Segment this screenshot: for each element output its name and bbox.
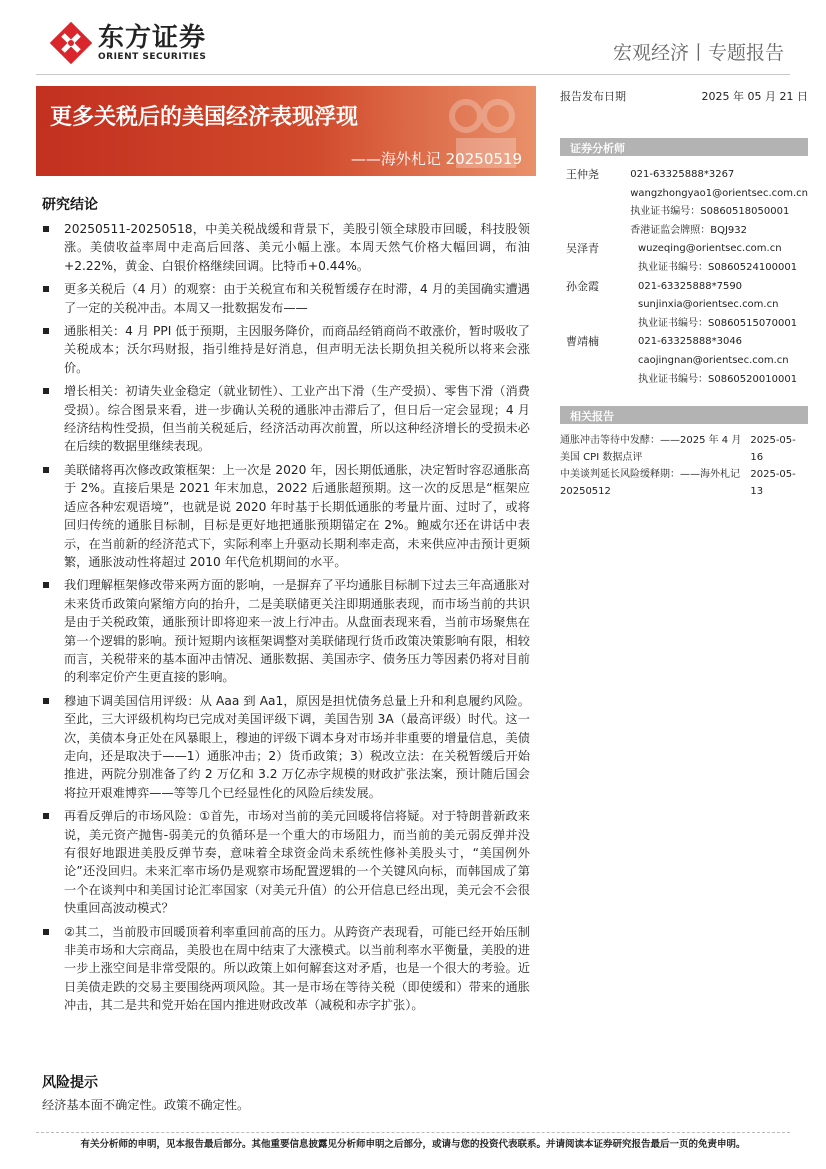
disclaimer-footer: 有关分析师的申明，见本报告最后部分。其他重要信息披露见分析师申明之后部分，或请与您的投资代表联系。并请阅读本证券研究报告最后一页的免责申明。 xyxy=(80,1139,746,1150)
analyst-phone: 021-63325888*3046 xyxy=(638,336,743,348)
analyst-hk-license: 香港证监会牌照：BQJ932 xyxy=(630,224,748,236)
related-report-date: 2025-05-16 xyxy=(750,435,796,463)
company-logo xyxy=(50,22,206,64)
list-item: 穆迪下调美国信用评级：从 Aaa 到 Aa1，原因是担忧债务总量上升和利息履约风险。至此，三大评级机构均已完成对美国评级下调，美国告别 3A（最高评级）时代。这一次，美债本身正处在风暴眼上，穆迪的评级下调本身对市场并非重要的增量信息，美债走向，还是取决于——1）通胀冲击；2）货币政策；3）税改立法：在关税暂缓后开始推进，两院分别准备了约 2 万亿和 3.2 万亿赤字规模的财政扩张法案，预计随后国会将拉开艰难博弈——等等几个已经显性化的风险后续发展。 xyxy=(42,692,530,802)
list-item: 再看反弹后的市场风险：①首先，市场对当前的美元回暖将信将疑。对于特朗普新政来说，美元资产抛售-弱美元的负循环是一个重大的市场阻力，而当前的美元弱反弹并没有很好地跟进美股反弹节奏，意味着全球资金尚未系统性修补美股头寸，“美国例外论”还没回归。未来汇率市场仍是观察市场配置逻辑的一个关键风向标，而韩国成了第一个在谈判中和美国讨论汇率国家（对美元升值）的公开信息已经出现，美元会不会很快重回高波动模式？ xyxy=(42,807,530,917)
analyst-name: 王仲尧 xyxy=(566,168,599,181)
analyst-name: 吴泽青 xyxy=(566,242,599,256)
analyst-list xyxy=(560,166,808,389)
orient-logo-icon xyxy=(50,22,92,64)
logo-chinese-name: 东方证券 xyxy=(98,23,207,53)
analyst-phone: 021-63325888*3267 xyxy=(630,169,735,180)
analyst-email[interactable]: sunjinxia@orientsec.com.cn xyxy=(638,299,779,311)
list-item: 通胀相关：4 月 PPI 低于预期，主因服务降价，而商品经销商尚不敢涨价，暂时吸收了关税成本；沃尔玛财报，指引维持是好消息，但声明无法长期负担关税所以将来会涨价。 xyxy=(42,322,530,377)
list-item: ②其二，当前股市回暖顶着利率重回前高的压力。从跨资产表现看，可能已经开始压制非美市场和大宗商品，美股也在周中结束了大涨模式。以当前利率水平衡量，美股的进一步上涨空间是非常受限的。所以政策上如何解套这对矛盾，也是一个很大的考验。近日美债走跌的交易主要围绕两项风险。其一是市场在等待关税（即使缓和）带来的通胀冲击，其二是共和党开始在国内推进财政改革（减税和赤字扩张）。 xyxy=(42,923,530,1015)
related-section-bar xyxy=(560,406,808,424)
analyst-email[interactable]: wuzeqing@orientsec.com.cn xyxy=(638,243,782,255)
analyst-license: 执业证书编号：S0860515070001 xyxy=(638,317,798,329)
analyst-name: 曹靖楠 xyxy=(566,335,599,349)
related-report-date: 2025-05-13 xyxy=(750,469,796,497)
related-heading: 相关报告 xyxy=(570,410,614,423)
footer-divider xyxy=(36,1132,790,1133)
report-date-label: 报告发布日期 xyxy=(560,90,626,103)
report-category: 宏观经济丨专题报告 xyxy=(612,42,784,64)
logo-english-name: ORIENT SECURITIES xyxy=(98,52,207,62)
analyst-phone: 021-63325888*7590 xyxy=(638,280,743,292)
analyst-license: 执业证书编号：S0860520010001 xyxy=(638,373,798,385)
analyst-email[interactable]: wangzhongyao1@orientsec.com.cn xyxy=(630,187,808,199)
report-date-row xyxy=(560,88,808,104)
title-banner xyxy=(36,86,536,176)
report-date-value: 2025 年 05 月 21 日 xyxy=(701,90,808,103)
list-item: 美联储将再次修改政策框架：上一次是 2020 年，因长期低通胀，决定暂时容忍通胀高于 2%。直接后果是 2021 年末加息，2022 后通胀超预期。这一次的反思是“框架应适应各种宏观语境”，也就是说 2020 年时基于长期低通胀的考量片面、过时了，或将回归传统的通胀目标制，目标是更好地把通胀预期锚定在 2%。鲍威尔还在讲话中表示，在当前新的经济范式下，实际利率上升驱动长期利率走高，未来供应冲击预计更频繁，通胀波动性将超过 2010 年代危机期间的水平。 xyxy=(42,461,530,571)
report-subtitle: ——海外札记 20250519 xyxy=(350,150,522,168)
list-item: 增长相关：初请失业金稳定（就业韧性）、工业产出下滑（生产受损）、零售下滑（消费受损）。综合图景来看，进一步确认关税的通胀冲击滞后了，但日后一定会显现；4 月经济结构性受损，但当前关税延后，经济活动再次前置，所以这种经济增长的受损未必在后续的数据里继续表现。 xyxy=(42,382,530,456)
analysts-heading: 证券分析师 xyxy=(570,142,625,155)
analyst-entry xyxy=(560,333,808,389)
related-report-item[interactable] xyxy=(560,466,808,500)
analyst-entry xyxy=(560,278,808,334)
list-item: 更多关税后（4 月）的观察：由于关税宣布和关税暂缓存在时滞，4 月的美国确实遭遇了一定的关税冲击。本周又一批数据发布—— xyxy=(42,280,530,317)
conclusion-list xyxy=(42,220,530,1020)
analyst-license: 执业证书编号：S0860518050001 xyxy=(630,206,790,218)
header-divider xyxy=(36,74,790,75)
risk-text: 经济基本面不确定性。政策不确定性。 xyxy=(42,1098,250,1112)
conclusion-heading: 研究结论 xyxy=(42,197,98,213)
analyst-name: 孙金霞 xyxy=(566,279,599,293)
analysts-section-bar xyxy=(560,138,808,156)
related-report-title[interactable]: 中美谈判延长风险缓释期：——海外札记 20250512 xyxy=(560,469,740,497)
report-title: 更多关税后的美国经济表现浮现 xyxy=(50,105,359,130)
analyst-email[interactable]: caojingnan@orientsec.com.cn xyxy=(638,354,789,366)
related-report-title[interactable]: 通胀冲击等待中发酵：——2025 年 4 月美国 CPI 数据点评 xyxy=(560,435,742,463)
analyst-license: 执业证书编号：S0860524100001 xyxy=(638,261,798,273)
analyst-entry xyxy=(560,166,808,240)
related-report-item[interactable] xyxy=(560,432,808,466)
analyst-entry xyxy=(560,240,808,277)
list-item: 20250511-20250518，中美关税战缓和背景下，美股引领全球股市回暖，科技股领涨。美债收益率周中走高后回落、美元小幅上涨。本周天然气价格大幅回调，布油+2.22%，黄金、白银价格继续回调。比特币+0.44%。 xyxy=(42,220,530,275)
risk-heading: 风险提示 xyxy=(42,1075,98,1091)
list-item: 我们理解框架修改带来两方面的影响，一是摒弃了平均通胀目标制下过去三年高通胀对未来货币政策向紧缩方向的抬升，二是美联储更关注即期通胀表现，而市场当前的共识是由于关税政策，通胀预计即将迎来一波上行冲击。从盘面表现来看，当前市场聚焦在第一个逻辑的影响。预计短期内该框架调整对美联储现行货币政策决策影响有限，相较而言，关税带来的基本面冲击情况、通胀数据、美国赤字、债务压力等因素仍将对目前的利率定价产生更直接的影响。 xyxy=(42,576,530,686)
related-report-list xyxy=(560,432,808,500)
